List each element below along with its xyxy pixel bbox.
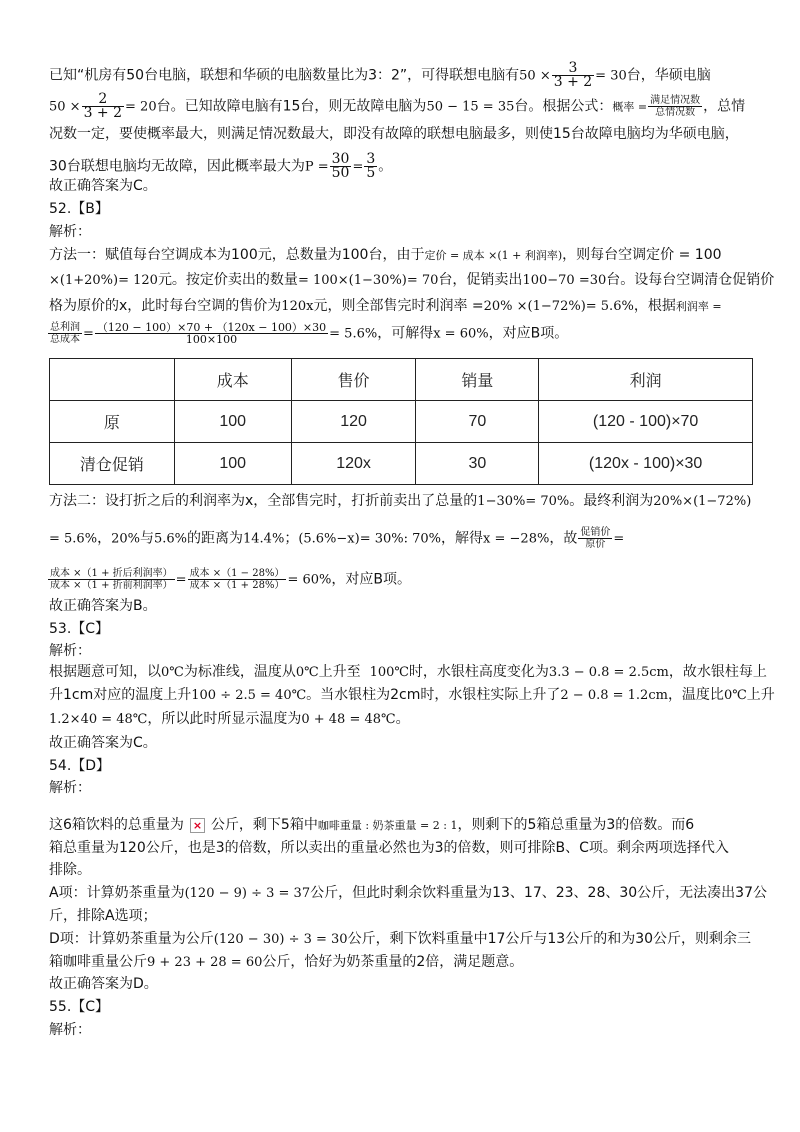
text-span: 公斤，恰好为奶茶重量的2倍，满足题意。 (262, 954, 524, 970)
table-cell: 100 (174, 443, 291, 485)
text-line (49, 883, 767, 904)
math-expr: = 100×(1−30%)= 70 (297, 273, 439, 288)
math-expr: 0℃ (161, 665, 184, 680)
math-expr: 0℃ (295, 665, 319, 680)
text-span: 。当水银柱为2cm时，水银柱实际上升了 (306, 687, 561, 703)
math-expr: 1−30%= 70% (477, 494, 570, 509)
text-span: 台。根据公式： (514, 98, 613, 115)
math-expr: 0℃ (723, 688, 747, 703)
text-span: 公斤，剩下5箱中 (210, 817, 318, 833)
text-span: 元。按定价卖出的数量 (157, 272, 298, 288)
math-expr: ×(1+20%)= 120 (49, 273, 158, 288)
text-span: 台，华硕电脑 (626, 67, 711, 84)
table-header-cell: 销量 (416, 359, 539, 401)
math-expr: 1.2×40 = 48℃ (49, 712, 148, 727)
text-line (49, 93, 745, 120)
numerator: 成本 ×（1 + 折后利润率） (50, 568, 173, 579)
text-span: 。 (378, 158, 393, 175)
text-line: 况数一定，要使概率最大，则满足情况数最大，即没有故障的联想电脑最多，则使15台故障电脑均为华硕电脑， (49, 126, 739, 142)
fraction (48, 322, 82, 345)
question-heading: 52.【B】 (49, 201, 109, 217)
text-span: 台。设每台空调清仓促销价 (606, 272, 775, 288)
math-expr: P = (304, 159, 329, 175)
denominator: 总成本 (50, 334, 80, 345)
math-expr: 定价 = 成本 ×(1 + 利润率) (424, 249, 563, 262)
math-expr: = 20 (125, 99, 157, 115)
fraction (364, 153, 377, 180)
text-span: 。最终利润为 (569, 493, 654, 509)
text-span: ，总情 (703, 98, 746, 115)
text-line (49, 815, 694, 836)
math-expr: = (613, 531, 625, 547)
table-cell: (120x - 100)×30 (539, 443, 753, 485)
denominator: 3 + 2 (553, 74, 593, 90)
numerator: 满足情况数 (650, 95, 701, 106)
text-span: 箱咖啡重量公斤 (49, 954, 147, 970)
text-span: 上升至 (318, 664, 361, 680)
text-span: 方法一：赋值每台空调成本为100元，总数量为100台，由于 (49, 247, 425, 263)
text-span: ，对应B项。 (331, 571, 411, 588)
math-expr: 100−70 =30 (522, 273, 607, 288)
text-span: ； (284, 530, 299, 547)
table-cell: 70 (416, 401, 539, 443)
math-expr: 2 − 0.8 = 1.2cm (560, 688, 668, 703)
math-expr: (120 − 30) ÷ 3 = 30 (213, 932, 348, 947)
math-expr: x = −28% (483, 531, 550, 547)
numerator: 2 (82, 93, 124, 107)
math-expr: = 30 (595, 68, 627, 84)
text-line (47, 568, 411, 591)
question-heading: 55.【C】 (49, 999, 110, 1015)
answer-line: 故正确答案为B。 (49, 598, 157, 614)
text-span: ，故 (549, 530, 578, 547)
text-line (49, 245, 722, 266)
fraction (82, 93, 124, 120)
answer-line: 故正确答案为C。 (49, 178, 157, 194)
numerator: 促销价 (580, 527, 611, 538)
math-expr: = 5.6% (329, 326, 378, 342)
text-span: 台，促销卖出 (438, 272, 523, 288)
math-expr: = (352, 159, 364, 175)
analysis-label: 解析： (49, 643, 91, 659)
table-header-cell: 售价 (291, 359, 416, 401)
fraction (648, 95, 702, 118)
table-header-cell (50, 359, 175, 401)
numerator: （120 − 100）×70 + （120x − 100）×30 (96, 321, 327, 334)
table-header-row (50, 359, 753, 401)
math-expr: 100℃ (369, 665, 409, 680)
math-expr: 20% ×(1−72%)= 5.6% (483, 299, 634, 314)
text-span: 根据题意可知，以 (49, 664, 161, 680)
text-span: ，可解得 (377, 325, 434, 342)
text-span: 方法二：设打折之后的利润率为x，全部售完时，打折前卖出了总量的 (49, 493, 478, 509)
text-line (47, 322, 568, 345)
fraction (552, 62, 594, 89)
denominator: 成本 ×（1 + 折前利润率） (50, 580, 173, 591)
text-span: 台。已知故障电脑有15台，则无故障电脑为 (156, 98, 427, 115)
text-line (49, 270, 774, 291)
math-expr: 咖啡重量 : 奶茶重量 = 2 : 1 (317, 819, 458, 832)
text-span: ，解得 (441, 530, 484, 547)
table-cell: 30 (416, 443, 539, 485)
text-span: 这6箱饮料的总重量为 (49, 817, 184, 833)
text-span: A项：计算奶茶重量为 (49, 885, 185, 901)
math-expr: = (175, 572, 187, 588)
table-cell: 100 (174, 401, 291, 443)
table-header-cell: 利润 (539, 359, 753, 401)
text-line: 箱总重量为120公斤，也是3的倍数，所以卖出的重量必然也为3的倍数，则可排除B、C项。剩余两项选择代入 (49, 840, 729, 856)
denominator: 总情况数 (655, 107, 696, 118)
text-line (49, 685, 775, 706)
text-span: ， (97, 530, 112, 547)
text-line: 斤，排除A选项； (49, 908, 157, 924)
denominator: 成本 ×（1 + 28%） (189, 580, 285, 591)
fraction (48, 568, 175, 591)
numerator: 成本 ×（1 − 28%） (189, 568, 285, 579)
text-line (49, 296, 722, 317)
math-expr: 3.3 − 0.8 = 2.5cm (548, 665, 669, 680)
math-expr: 利润率 = (675, 300, 722, 313)
math-expr: 100 ÷ 2.5 = 40℃ (191, 688, 307, 703)
denominator: 50 (331, 165, 350, 181)
table-cell: 原 (50, 401, 175, 443)
math-expr: 9 + 23 + 28 = 60 (147, 955, 263, 970)
fraction (330, 153, 352, 180)
table-header-cell: 成本 (174, 359, 291, 401)
denominator: 5 (366, 165, 376, 181)
denominator: 3 + 2 (83, 105, 123, 121)
answer-line: 故正确答案为C。 (49, 735, 157, 751)
math-expr: 概率 = (612, 100, 648, 114)
math-expr: 50 − 15 = 35 (426, 99, 515, 115)
analysis-label: 解析： (49, 224, 91, 240)
math-expr: x = 60% (433, 326, 489, 342)
math-expr: (120 − 9) ÷ 3 = 37 (184, 886, 311, 901)
text-span: 上升 (746, 687, 775, 703)
numerator: 3 (366, 151, 376, 167)
text-span: ，温度比 (667, 687, 724, 703)
text-span: 为标准线，温度从 (183, 664, 296, 680)
numerator: 30 (331, 151, 350, 167)
data-table (49, 358, 753, 485)
math-expr: 20% (111, 531, 140, 547)
text-line (49, 527, 624, 550)
text-span: 格为原价的x，此时每台空调的售价为 (49, 298, 282, 314)
text-span: 公斤，剩下饮料重量中17公斤与13公斤的和为30公斤，则剩余三 (347, 931, 752, 947)
text-line (49, 952, 523, 973)
text-span: 元，则全部售完时利润率 = (313, 298, 484, 314)
text-line (49, 709, 410, 730)
broken-image-icon (190, 818, 205, 833)
text-span: D项：计算奶茶重量为公斤 (49, 931, 214, 947)
table-cell: 120 (291, 401, 416, 443)
text-span: ，所以此时所显示温度为 (147, 711, 302, 727)
text-span: 时，水银柱高度变化为 (408, 664, 549, 680)
math-expr: 0 + 48 = 48℃ (301, 712, 396, 727)
text-span: ，故水银柱每上 (668, 664, 767, 680)
text-line (49, 491, 751, 512)
table-row (50, 443, 753, 485)
text-span: 已知“机房有50台电脑，联想和华硕的电脑数量比为3：2”，可得联想电脑有 (49, 67, 520, 84)
analysis-label: 解析： (49, 780, 91, 796)
fraction (188, 568, 287, 591)
answer-line: 故正确答案为D。 (49, 976, 158, 992)
text-span: 30台联想电脑均无故障，因此概率最大为 (49, 158, 305, 175)
math-expr: 5.6% (153, 531, 187, 547)
question-heading: 54.【D】 (49, 758, 111, 774)
text-line (49, 62, 711, 89)
text-span: 的距离为 (187, 530, 243, 547)
math-expr: 20%×(1−72%) (653, 494, 752, 509)
text-span: 与 (139, 530, 154, 547)
table-cell: 清仓促销 (50, 443, 175, 485)
fraction (578, 527, 612, 550)
math-expr: = 60% (287, 572, 332, 588)
text-line: 排除。 (49, 862, 91, 878)
math-expr: = (83, 326, 94, 342)
text-line (49, 662, 767, 683)
math-expr: = 5.6% (49, 531, 98, 547)
text-span: ，则剩下的5箱总重量为3的倍数。而6 (457, 817, 695, 833)
text-span: ，对应B项。 (488, 325, 569, 342)
table-cell: (120 - 100)×70 (539, 401, 753, 443)
numerator: 总利润 (50, 322, 80, 333)
analysis-label: 解析： (49, 1022, 91, 1038)
text-span: 升1cm对应的温度上升 (49, 687, 192, 703)
text-line (49, 929, 751, 950)
text-span: 公斤，但此时剩余饮料重量为13、17、23、28、30公斤，无法凑出37公 (310, 885, 767, 901)
fraction (95, 322, 328, 345)
math-expr: 14.4% (243, 531, 285, 547)
math-expr: 50 × (49, 99, 81, 115)
text-span: ，根据 (633, 298, 676, 314)
text-span: 。 (395, 711, 410, 727)
table-row (50, 401, 753, 443)
question-heading: 53.【C】 (49, 621, 110, 637)
denominator: 原价 (585, 539, 606, 550)
denominator: 100×100 (185, 333, 238, 346)
text-span: ，则每台空调定价 = 100 (562, 247, 722, 263)
math-expr: (5.6%−x)= 30%: 70% (298, 531, 442, 547)
table-cell: 120x (291, 443, 416, 485)
numerator: 3 (552, 62, 594, 76)
math-expr: 120x (281, 299, 314, 314)
math-expr: 50 × (519, 68, 551, 84)
